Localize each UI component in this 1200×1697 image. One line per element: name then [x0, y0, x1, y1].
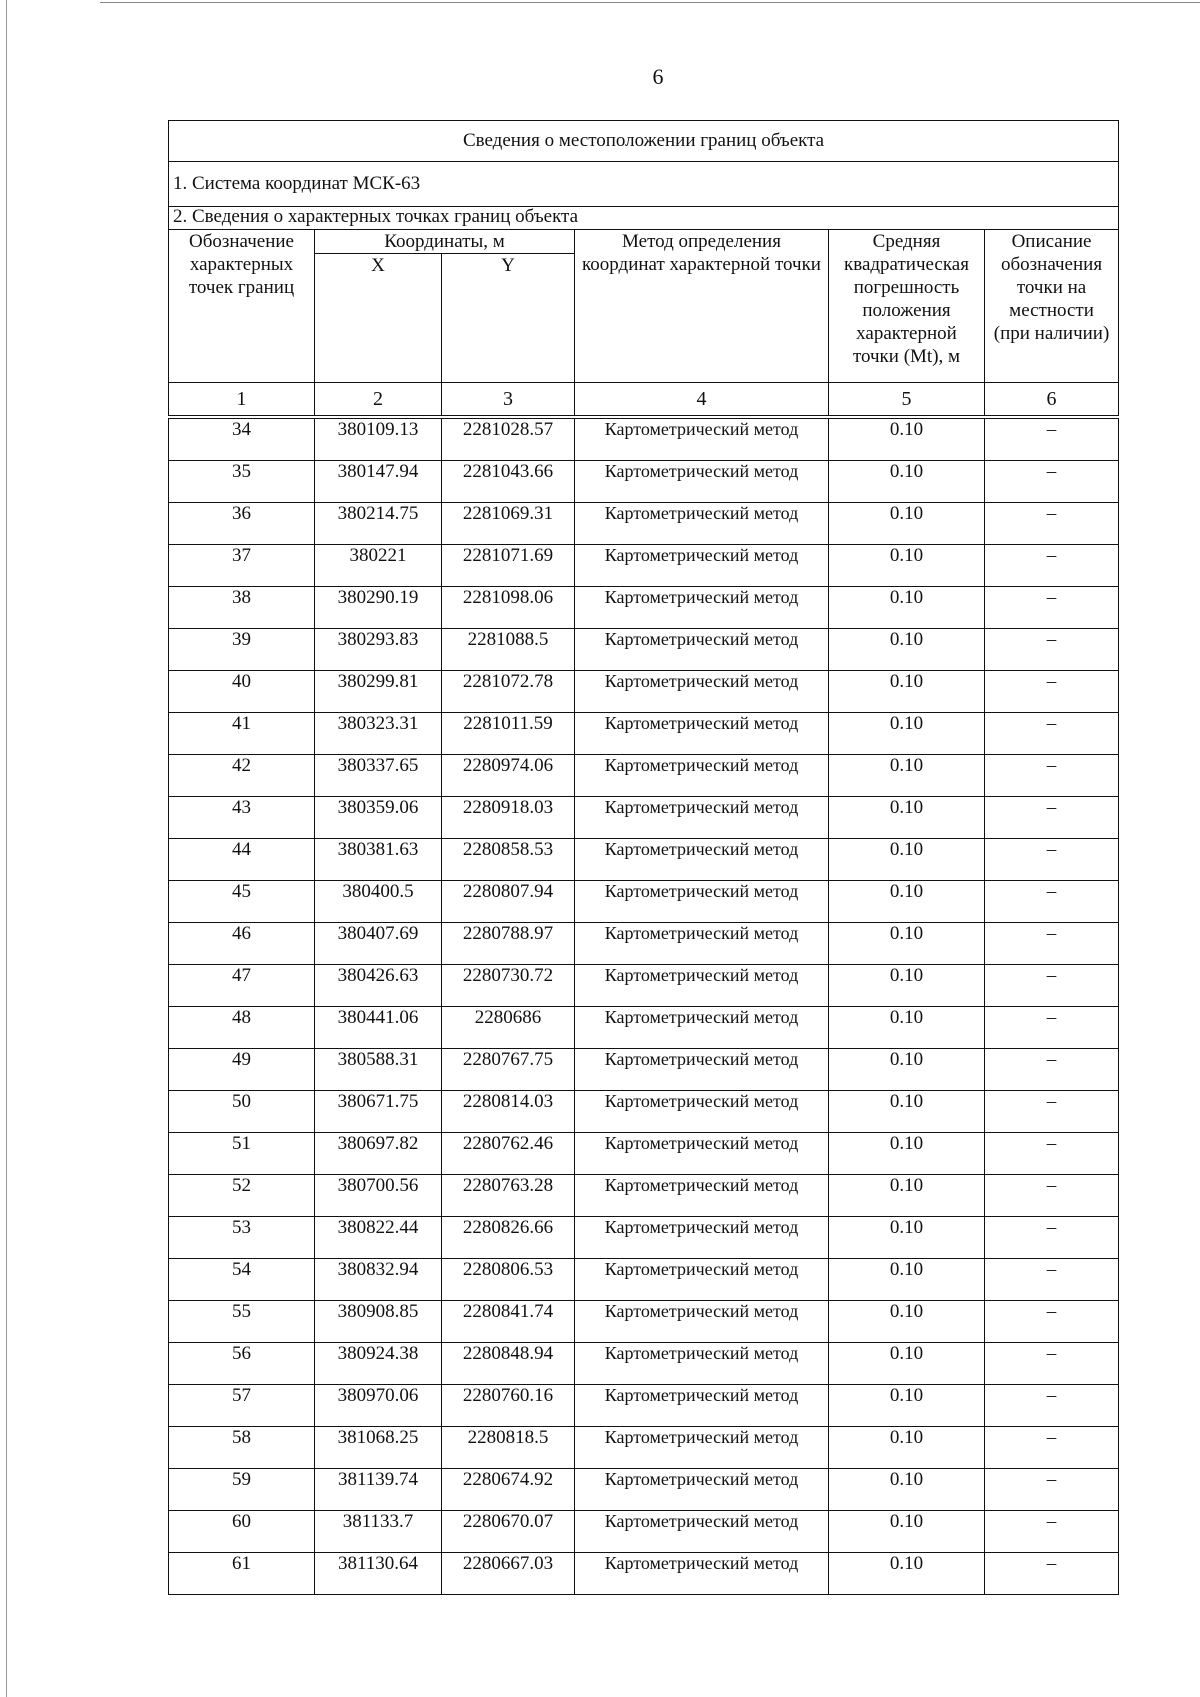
- method-cell: Картометрический метод: [575, 503, 829, 545]
- table-title: Сведения о местоположении границ объекта: [169, 121, 1119, 162]
- point-id-cell: 58: [169, 1427, 315, 1469]
- description-cell: –: [985, 419, 1119, 461]
- method-cell: Картометрический метод: [575, 1301, 829, 1343]
- x-coordinate-cell: 380109.13: [315, 419, 442, 461]
- y-coordinate-cell: 2281028.57: [442, 419, 575, 461]
- header-row-1: [169, 230, 1119, 254]
- error-cell: 0.10: [829, 1343, 985, 1385]
- y-coordinate-cell: 2280667.03: [442, 1553, 575, 1595]
- x-coordinate-cell: 380400.5: [315, 881, 442, 923]
- description-cell: –: [985, 1133, 1119, 1175]
- x-coordinate-cell: 380147.94: [315, 461, 442, 503]
- section-heading-row: [169, 207, 1119, 230]
- y-coordinate-cell: 2280760.16: [442, 1385, 575, 1427]
- x-coordinate-cell: 380337.65: [315, 755, 442, 797]
- method-cell: Картометрический метод: [575, 587, 829, 629]
- y-coordinate-cell: 2280730.72: [442, 965, 575, 1007]
- page-number: 6: [652, 64, 664, 89]
- error-cell: 0.10: [829, 629, 985, 671]
- column-number-row: [169, 383, 1119, 416]
- method-cell: Картометрический метод: [575, 755, 829, 797]
- point-id-cell: 46: [169, 923, 315, 965]
- error-cell: 0.10: [829, 1133, 985, 1175]
- y-coordinate-cell: 2280918.03: [442, 797, 575, 839]
- error-cell: 0.10: [829, 545, 985, 587]
- method-cell: Картометрический метод: [575, 461, 829, 503]
- column-number: 6: [985, 383, 1119, 416]
- x-coordinate-cell: 380293.83: [315, 629, 442, 671]
- x-coordinate-cell: 381130.64: [315, 1553, 442, 1595]
- header-y: Y: [442, 254, 575, 383]
- point-id-cell: 60: [169, 1511, 315, 1553]
- x-coordinate-cell: 380290.19: [315, 587, 442, 629]
- table-title-row: [169, 121, 1119, 162]
- x-coordinate-cell: 380359.06: [315, 797, 442, 839]
- method-cell: Картометрический метод: [575, 1385, 829, 1427]
- table-row: [169, 923, 1119, 965]
- method-cell: Картометрический метод: [575, 1259, 829, 1301]
- point-id-cell: 61: [169, 1553, 315, 1595]
- y-coordinate-cell: 2281069.31: [442, 503, 575, 545]
- description-cell: –: [985, 839, 1119, 881]
- left-scan-edge: [6, 0, 7, 1697]
- table-row: [169, 1049, 1119, 1091]
- description-cell: –: [985, 545, 1119, 587]
- header-error: Средняя квадратическая погрешность положения характерной точки (Mt), м: [829, 230, 985, 383]
- x-coordinate-cell: 380832.94: [315, 1259, 442, 1301]
- error-cell: 0.10: [829, 1511, 985, 1553]
- point-id-cell: 43: [169, 797, 315, 839]
- y-coordinate-cell: 2280686: [442, 1007, 575, 1049]
- table-row: [169, 1301, 1119, 1343]
- table-row: [169, 1343, 1119, 1385]
- error-cell: 0.10: [829, 965, 985, 1007]
- description-cell: –: [985, 923, 1119, 965]
- error-cell: 0.10: [829, 797, 985, 839]
- method-cell: Картометрический метод: [575, 1427, 829, 1469]
- point-id-cell: 50: [169, 1091, 315, 1133]
- point-id-cell: 51: [169, 1133, 315, 1175]
- table-row: [169, 881, 1119, 923]
- error-cell: 0.10: [829, 503, 985, 545]
- description-cell: –: [985, 1175, 1119, 1217]
- point-id-cell: 38: [169, 587, 315, 629]
- error-cell: 0.10: [829, 1259, 985, 1301]
- x-coordinate-cell: 380441.06: [315, 1007, 442, 1049]
- point-id-cell: 59: [169, 1469, 315, 1511]
- table-row: [169, 629, 1119, 671]
- description-cell: –: [985, 503, 1119, 545]
- description-cell: –: [985, 1049, 1119, 1091]
- description-cell: –: [985, 881, 1119, 923]
- column-number: 2: [315, 383, 442, 416]
- x-coordinate-cell: 381139.74: [315, 1469, 442, 1511]
- section-heading: 2. Сведения о характерных точках границ объекта: [169, 207, 1119, 230]
- error-cell: 0.10: [829, 923, 985, 965]
- method-cell: Картометрический метод: [575, 923, 829, 965]
- error-cell: 0.10: [829, 587, 985, 629]
- table-row: [169, 1133, 1119, 1175]
- error-cell: 0.10: [829, 1007, 985, 1049]
- error-cell: 0.10: [829, 671, 985, 713]
- method-cell: Картометрический метод: [575, 545, 829, 587]
- y-coordinate-cell: 2280841.74: [442, 1301, 575, 1343]
- method-cell: Картометрический метод: [575, 881, 829, 923]
- description-cell: –: [985, 1511, 1119, 1553]
- point-id-cell: 54: [169, 1259, 315, 1301]
- header-description: Описание обозначения точки на местности (при наличии): [985, 230, 1119, 383]
- method-cell: Картометрический метод: [575, 1343, 829, 1385]
- table-row: [169, 1259, 1119, 1301]
- table-row: [169, 503, 1119, 545]
- y-coordinate-cell: 2281088.5: [442, 629, 575, 671]
- y-coordinate-cell: 2280807.94: [442, 881, 575, 923]
- table-row: [169, 1469, 1119, 1511]
- table-row: [169, 1217, 1119, 1259]
- error-cell: 0.10: [829, 461, 985, 503]
- point-id-cell: 47: [169, 965, 315, 1007]
- table-row: [169, 797, 1119, 839]
- y-coordinate-cell: 2280670.07: [442, 1511, 575, 1553]
- point-id-cell: 36: [169, 503, 315, 545]
- method-cell: Картометрический метод: [575, 839, 829, 881]
- point-id-cell: 42: [169, 755, 315, 797]
- point-id-cell: 49: [169, 1049, 315, 1091]
- error-cell: 0.10: [829, 1553, 985, 1595]
- point-id-cell: 52: [169, 1175, 315, 1217]
- coordinate-system-label: 1. Система координат МСК-63: [169, 162, 1119, 207]
- method-cell: Картометрический метод: [575, 1469, 829, 1511]
- y-coordinate-cell: 2280762.46: [442, 1133, 575, 1175]
- y-coordinate-cell: 2281098.06: [442, 587, 575, 629]
- y-coordinate-cell: 2280674.92: [442, 1469, 575, 1511]
- description-cell: –: [985, 1553, 1119, 1595]
- point-id-cell: 44: [169, 839, 315, 881]
- header-coordinates-group: Координаты, м: [315, 230, 575, 254]
- x-coordinate-cell: 380221: [315, 545, 442, 587]
- point-id-cell: 39: [169, 629, 315, 671]
- error-cell: 0.10: [829, 1301, 985, 1343]
- y-coordinate-cell: 2281011.59: [442, 713, 575, 755]
- y-coordinate-cell: 2280826.66: [442, 1217, 575, 1259]
- x-coordinate-cell: 380299.81: [315, 671, 442, 713]
- y-coordinate-cell: 2280974.06: [442, 755, 575, 797]
- method-cell: Картометрический метод: [575, 713, 829, 755]
- x-coordinate-cell: 380671.75: [315, 1091, 442, 1133]
- description-cell: –: [985, 965, 1119, 1007]
- description-cell: –: [985, 461, 1119, 503]
- point-id-cell: 40: [169, 671, 315, 713]
- error-cell: 0.10: [829, 839, 985, 881]
- y-coordinate-cell: 2281071.69: [442, 545, 575, 587]
- method-cell: Картометрический метод: [575, 1049, 829, 1091]
- point-id-cell: 45: [169, 881, 315, 923]
- description-cell: –: [985, 671, 1119, 713]
- description-cell: –: [985, 1091, 1119, 1133]
- method-cell: Картометрический метод: [575, 965, 829, 1007]
- description-cell: –: [985, 1469, 1119, 1511]
- method-cell: Картометрический метод: [575, 1091, 829, 1133]
- point-id-cell: 35: [169, 461, 315, 503]
- point-id-cell: 48: [169, 1007, 315, 1049]
- table-row: [169, 1007, 1119, 1049]
- method-cell: Картометрический метод: [575, 419, 829, 461]
- x-coordinate-cell: 380970.06: [315, 1385, 442, 1427]
- method-cell: Картометрический метод: [575, 629, 829, 671]
- description-cell: –: [985, 797, 1119, 839]
- description-cell: –: [985, 755, 1119, 797]
- boundary-points-table: [168, 120, 1119, 1595]
- description-cell: –: [985, 1217, 1119, 1259]
- x-coordinate-cell: 380381.63: [315, 839, 442, 881]
- y-coordinate-cell: 2280858.53: [442, 839, 575, 881]
- error-cell: 0.10: [829, 1469, 985, 1511]
- description-cell: –: [985, 1343, 1119, 1385]
- method-cell: Картометрический метод: [575, 1511, 829, 1553]
- error-cell: 0.10: [829, 881, 985, 923]
- description-cell: –: [985, 629, 1119, 671]
- description-cell: –: [985, 1301, 1119, 1343]
- description-cell: –: [985, 587, 1119, 629]
- x-coordinate-cell: 380323.31: [315, 713, 442, 755]
- method-cell: Картометрический метод: [575, 797, 829, 839]
- method-cell: Картометрический метод: [575, 671, 829, 713]
- error-cell: 0.10: [829, 1385, 985, 1427]
- point-id-cell: 57: [169, 1385, 315, 1427]
- point-id-cell: 37: [169, 545, 315, 587]
- table-row: [169, 1091, 1119, 1133]
- x-coordinate-cell: 380924.38: [315, 1343, 442, 1385]
- x-coordinate-cell: 380697.82: [315, 1133, 442, 1175]
- x-coordinate-cell: 380700.56: [315, 1175, 442, 1217]
- error-cell: 0.10: [829, 419, 985, 461]
- error-cell: 0.10: [829, 1091, 985, 1133]
- table-row: [169, 839, 1119, 881]
- x-coordinate-cell: 380908.85: [315, 1301, 442, 1343]
- table-row: [169, 1511, 1119, 1553]
- table-row: [169, 587, 1119, 629]
- point-id-cell: 41: [169, 713, 315, 755]
- y-coordinate-cell: 2280818.5: [442, 1427, 575, 1469]
- table-row: [169, 1385, 1119, 1427]
- error-cell: 0.10: [829, 1427, 985, 1469]
- y-coordinate-cell: 2280848.94: [442, 1343, 575, 1385]
- table-row: [169, 461, 1119, 503]
- table-row: [169, 755, 1119, 797]
- table-row: [169, 713, 1119, 755]
- table-row: [169, 1427, 1119, 1469]
- error-cell: 0.10: [829, 1049, 985, 1091]
- y-coordinate-cell: 2280806.53: [442, 1259, 575, 1301]
- error-cell: 0.10: [829, 755, 985, 797]
- x-coordinate-cell: 380214.75: [315, 503, 442, 545]
- method-cell: Картометрический метод: [575, 1217, 829, 1259]
- description-cell: –: [985, 713, 1119, 755]
- column-number: 5: [829, 383, 985, 416]
- table-row: [169, 671, 1119, 713]
- table-row: [169, 1553, 1119, 1595]
- description-cell: –: [985, 1259, 1119, 1301]
- table-row: [169, 1175, 1119, 1217]
- x-coordinate-cell: 380426.63: [315, 965, 442, 1007]
- column-number: 1: [169, 383, 315, 416]
- description-cell: –: [985, 1427, 1119, 1469]
- method-cell: Картометрический метод: [575, 1133, 829, 1175]
- coordinate-system-row: [169, 162, 1119, 207]
- header-x: X: [315, 254, 442, 383]
- point-id-cell: 55: [169, 1301, 315, 1343]
- y-coordinate-cell: 2280767.75: [442, 1049, 575, 1091]
- x-coordinate-cell: 381068.25: [315, 1427, 442, 1469]
- table-row: [169, 419, 1119, 461]
- point-id-cell: 53: [169, 1217, 315, 1259]
- y-coordinate-cell: 2281072.78: [442, 671, 575, 713]
- column-number: 3: [442, 383, 575, 416]
- error-cell: 0.10: [829, 713, 985, 755]
- y-coordinate-cell: 2280788.97: [442, 923, 575, 965]
- method-cell: Картометрический метод: [575, 1007, 829, 1049]
- method-cell: Картометрический метод: [575, 1553, 829, 1595]
- description-cell: –: [985, 1007, 1119, 1049]
- x-coordinate-cell: 380407.69: [315, 923, 442, 965]
- header-method: Метод определения координат характерной точки: [575, 230, 829, 383]
- x-coordinate-cell: 380822.44: [315, 1217, 442, 1259]
- error-cell: 0.10: [829, 1217, 985, 1259]
- x-coordinate-cell: 380588.31: [315, 1049, 442, 1091]
- point-id-cell: 56: [169, 1343, 315, 1385]
- header-point-designation: Обозначение характерных точек границ: [169, 230, 315, 383]
- error-cell: 0.10: [829, 1175, 985, 1217]
- y-coordinate-cell: 2281043.66: [442, 461, 575, 503]
- table-row: [169, 545, 1119, 587]
- point-id-cell: 34: [169, 419, 315, 461]
- method-cell: Картометрический метод: [575, 1175, 829, 1217]
- column-number: 4: [575, 383, 829, 416]
- y-coordinate-cell: 2280763.28: [442, 1175, 575, 1217]
- x-coordinate-cell: 381133.7: [315, 1511, 442, 1553]
- table-row: [169, 965, 1119, 1007]
- description-cell: –: [985, 1385, 1119, 1427]
- y-coordinate-cell: 2280814.03: [442, 1091, 575, 1133]
- top-scan-edge: [100, 2, 1200, 3]
